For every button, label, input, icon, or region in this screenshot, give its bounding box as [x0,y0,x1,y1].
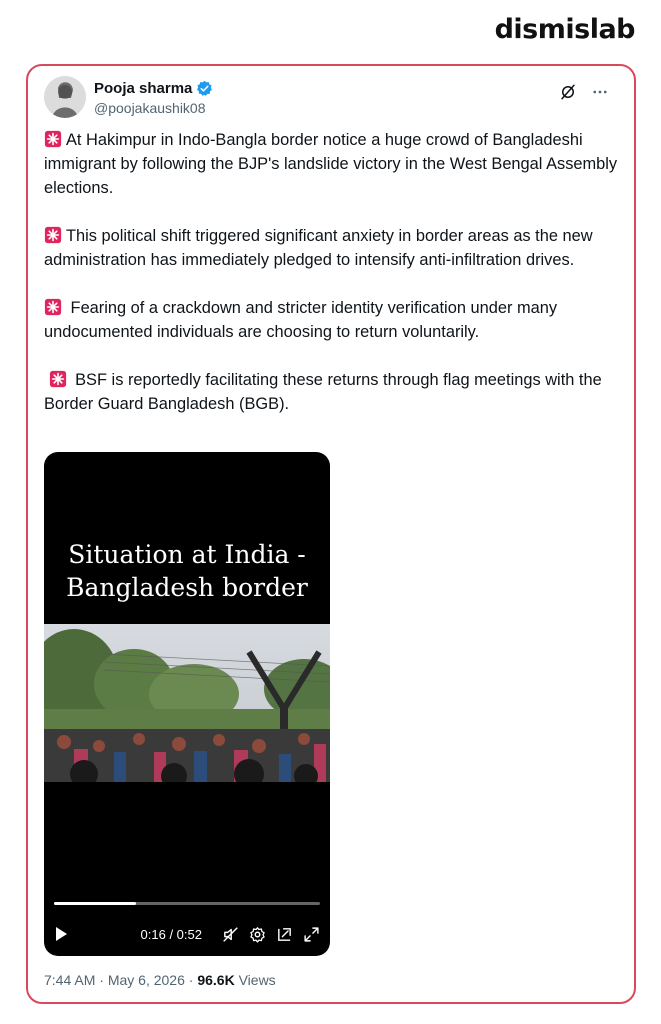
post-date[interactable]: May 6, 2026 [107,972,185,988]
post-meta: 7:44 AM · May 6, 2026 · 96.6K Views [44,972,276,988]
post-paragraph: BSF is reportedly facilitating these returns through flag meetings with the Border Guard Bangladesh (BGB). [44,371,602,413]
video-title-line-2: Bangladesh border [66,573,308,602]
video-controls [54,922,320,946]
siren-emoji-icon [44,130,62,148]
post-paragraph: This political shift triggered significant anxiety in border areas as the new administration has immediately pledged to intensify anti-infiltration drives. [44,227,593,269]
post-time[interactable]: 7:44 AM [44,972,96,988]
author-handle[interactable]: @poojakaushik08 [94,100,206,116]
post-actions [558,82,610,102]
video-progress-bar[interactable] [54,902,320,905]
views-count: 96.6K [197,972,235,988]
author-name[interactable]: Pooja sharma [94,80,193,97]
more-options-icon[interactable] [590,82,610,102]
author-name-row [94,80,213,97]
mute-icon[interactable] [221,925,239,943]
views-label: Views [238,972,276,988]
post-paragraph: Fearing of a crackdown and stricter identity verification under many undocumented individuals are choosing to return voluntarily. [44,299,558,341]
grok-icon[interactable] [558,82,578,102]
post-card [26,64,636,1004]
fullscreen-icon[interactable] [302,925,320,943]
video-time: 0:16 / 0:52 [140,926,202,942]
post-header [44,74,618,120]
video-player[interactable] [44,452,330,956]
video-title-line-1: Situation at India - [68,540,306,569]
video-title [44,538,330,604]
picture-in-picture-icon[interactable] [275,925,293,943]
siren-emoji-icon [44,226,62,244]
settings-gear-icon[interactable] [248,925,266,943]
siren-emoji-icon [49,370,67,388]
avatar[interactable] [44,76,86,118]
dismislab-logo: dismislab [494,14,635,45]
video-progress-fill [54,902,136,905]
verified-badge-icon [196,80,213,97]
siren-emoji-icon [44,298,62,316]
video-frame-image [44,624,330,782]
play-icon[interactable] [54,924,74,944]
post-paragraph: At Hakimpur in Indo-Bangla border notice a huge crowd of Bangladeshi immigrant by following the BJP's landslide victory in the West Bengal Assembly elections. [44,131,618,197]
post-text [44,128,622,440]
